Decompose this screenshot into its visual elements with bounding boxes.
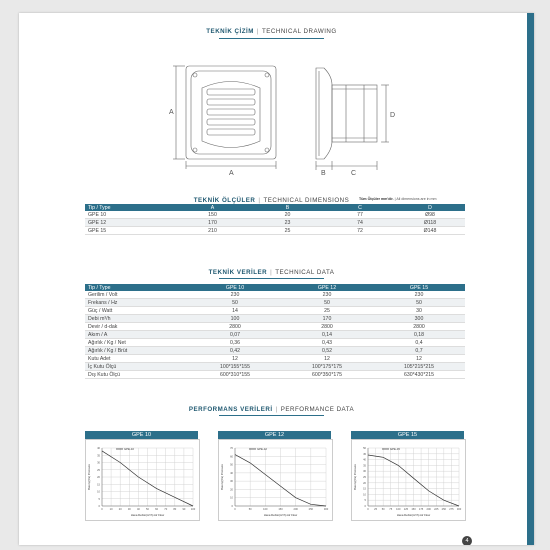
y-tick-label: 50 xyxy=(363,447,366,450)
dim-cell: Ø148 xyxy=(395,227,465,235)
tech-cell: 230 xyxy=(373,291,465,299)
tech-row xyxy=(85,347,465,355)
perf-chart-title: GPE 12 xyxy=(218,431,331,439)
tech-cell: 50 xyxy=(281,299,373,307)
y-axis-label: Basınç(Pa) Pressure xyxy=(353,464,357,490)
x-tick-label: 250 xyxy=(308,508,313,511)
dim-cell: 20 xyxy=(250,211,325,219)
y-tick-label: 30 xyxy=(363,470,366,474)
y-tick-label: 0 xyxy=(364,505,366,508)
tech-row xyxy=(85,363,465,371)
tech-cell: 25 xyxy=(281,307,373,315)
y-tick-label: 0 xyxy=(231,505,233,508)
dim-header-0: Tip / Type xyxy=(85,204,175,211)
tech-cell: 170 xyxy=(281,315,373,323)
y-tick-label: 20 xyxy=(230,488,233,492)
dimensions-title: TEKNİK ÖLÇÜLER | TECHNICAL DIMENSIONS xyxy=(193,197,350,204)
x-axis-label: Hava Debisi(m³/h) Air Flow xyxy=(396,513,431,517)
tech-cell: 100*155*155 xyxy=(189,363,281,371)
dimensions-table xyxy=(85,204,465,235)
technical-rule xyxy=(219,278,324,279)
dim-header-2: B xyxy=(250,204,325,211)
dim-cell: 72 xyxy=(325,227,395,235)
y-tick-label: 30 xyxy=(230,480,233,484)
y-tick-label: 35 xyxy=(363,464,366,468)
technical-table xyxy=(85,284,465,379)
tech-cell: Gerilim / Volt xyxy=(85,291,189,299)
tech-cell: 230 xyxy=(281,291,373,299)
dim-cell: 210 xyxy=(175,227,250,235)
y-tick-label: 70 xyxy=(230,447,233,450)
y-tick-label: 5 xyxy=(364,499,366,503)
tech-cell: 600*310*155 xyxy=(189,371,281,379)
x-tick-label: 75 xyxy=(389,508,393,511)
tech-cell: 2800 xyxy=(373,323,465,331)
y-axis-label: Basınç(Pa) Pressure xyxy=(87,464,91,490)
tech-cell: Ağırlık / Kg / Net xyxy=(85,339,189,347)
y-tick-label: 40 xyxy=(363,458,366,462)
tech-header-2: GPE 12 xyxy=(281,284,373,291)
y-tick-label: 40 xyxy=(230,471,233,475)
x-tick-label: 200 xyxy=(293,508,298,511)
dim-label-b: B xyxy=(321,170,326,177)
tech-cell: 0,43 xyxy=(281,339,373,347)
tech-cell: Dış Kutu Ölçü xyxy=(85,371,189,379)
perf-chart xyxy=(351,439,466,521)
tech-cell: Frekans / Hz xyxy=(85,299,189,307)
dim-cell: 23 xyxy=(250,219,325,227)
y-tick-label: 60 xyxy=(230,455,233,459)
front-view xyxy=(173,66,276,169)
tech-row xyxy=(85,323,465,331)
tech-cell: 0,14 xyxy=(281,331,373,339)
tech-cell: 105*215*215 xyxy=(373,363,465,371)
x-tick-label: 200 xyxy=(426,508,431,511)
tech-row xyxy=(85,331,465,339)
tech-cell: 600*350*175 xyxy=(281,371,373,379)
tech-cell: 50 xyxy=(189,299,281,307)
tech-cell: 12 xyxy=(373,355,465,363)
perf-chart-title: GPE 10 xyxy=(85,431,198,439)
technical-title: TEKNİK VERİLER | TECHNICAL DATA xyxy=(208,269,335,276)
x-tick-label: 40 xyxy=(136,508,140,511)
dim-cell: Ø118 xyxy=(395,219,465,227)
tech-cell: Güç / Watt xyxy=(85,307,189,315)
tech-header-3: GPE 15 xyxy=(373,284,465,291)
drawing-title: TEKNİK ÇİZİM | TECHNICAL DRAWING xyxy=(206,28,337,35)
perf-chart xyxy=(218,439,333,521)
tech-cell: 300 xyxy=(373,315,465,323)
tech-cell: 2800 xyxy=(281,323,373,331)
perf-chart xyxy=(85,439,200,521)
x-axis-label: Hava Debisi(m³/h) Air Flow xyxy=(263,513,298,517)
x-tick-label: 80 xyxy=(173,508,177,511)
tech-cell: 0,36 xyxy=(189,339,281,347)
dim-cell: 150 xyxy=(175,211,250,219)
x-tick-label: 50 xyxy=(146,508,149,511)
catalog-page xyxy=(19,13,534,545)
performance-rule xyxy=(219,415,324,416)
x-tick-label: 300 xyxy=(456,508,462,511)
x-tick-label: 90 xyxy=(182,508,186,511)
y-tick-label: 20 xyxy=(363,481,366,485)
dim-cell: 25 xyxy=(250,227,325,235)
x-tick-label: 20 xyxy=(118,508,122,511)
tech-cell: 100 xyxy=(189,315,281,323)
legend-label: GPE-10 xyxy=(124,447,134,451)
dim-label-c: C xyxy=(351,170,357,177)
tech-cell: 100*175*175 xyxy=(281,363,373,371)
y-tick-label: 15 xyxy=(97,483,100,487)
tech-cell: 0,42 xyxy=(189,347,281,355)
legend-label: GPE-15 xyxy=(390,447,400,451)
x-tick-label: 275 xyxy=(449,508,454,511)
dim-cell: GPE 12 xyxy=(85,219,175,227)
tech-cell: 0,4 xyxy=(373,339,465,347)
tech-cell: Debi m³/h xyxy=(85,315,189,323)
tech-cell: Ağırlık / Kg / Brüt xyxy=(85,347,189,355)
tech-row xyxy=(85,307,465,315)
y-tick-label: 10 xyxy=(230,496,233,500)
x-tick-label: 25 xyxy=(374,508,378,511)
y-tick-label: 50 xyxy=(230,463,233,467)
tech-header-0: Tip / Type xyxy=(85,284,189,291)
x-tick-label: 0 xyxy=(367,508,369,511)
dim-row xyxy=(85,219,465,227)
tech-header-1: GPE 10 xyxy=(189,284,281,291)
perf-chart-svg xyxy=(352,440,465,520)
x-tick-label: 100 xyxy=(263,508,268,511)
tech-cell: 2800 xyxy=(189,323,281,331)
tech-row xyxy=(85,315,465,323)
tech-cell: 14 xyxy=(189,307,281,315)
x-tick-label: 225 xyxy=(434,508,439,511)
tech-cell: 630*430*215 xyxy=(373,371,465,379)
tech-row xyxy=(85,371,465,379)
tech-row xyxy=(85,339,465,347)
dim-row xyxy=(85,211,465,219)
tech-cell: Akım / A xyxy=(85,331,189,339)
tech-cell: 230 xyxy=(189,291,281,299)
x-tick-label: 70 xyxy=(164,508,168,511)
x-tick-label: 100 xyxy=(396,508,401,511)
legend-label: GPE-12 xyxy=(257,447,267,451)
x-tick-label: 0 xyxy=(101,508,103,511)
x-tick-label: 100 xyxy=(190,508,196,511)
y-tick-label: 20 xyxy=(97,476,100,479)
dimensions-note: Tüm Ölçüler mm'dir. | All dimensions are in mm xyxy=(359,197,437,201)
performance-title: PERFORMANS VERİLERİ | PERFORMANCE DATA xyxy=(188,406,355,413)
dim-row xyxy=(85,227,465,235)
tech-cell: 0,52 xyxy=(281,347,373,355)
dim-header-3: C xyxy=(325,204,395,211)
tech-cell: Devir / d-dak xyxy=(85,323,189,331)
y-tick-label: 0 xyxy=(98,505,100,508)
x-tick-label: 30 xyxy=(127,508,131,511)
dim-cell: GPE 10 xyxy=(85,211,175,219)
y-tick-label: 40 xyxy=(97,447,100,450)
x-tick-label: 150 xyxy=(411,508,416,511)
perf-chart-svg xyxy=(219,440,332,520)
x-tick-label: 0 xyxy=(234,508,236,511)
y-tick-label: 10 xyxy=(97,490,100,494)
tech-row xyxy=(85,355,465,363)
x-tick-label: 125 xyxy=(403,508,409,511)
tech-cell: 12 xyxy=(281,355,373,363)
dim-cell: GPE 15 xyxy=(85,227,175,235)
tech-cell: 0,18 xyxy=(373,331,465,339)
dim-label-a-vertical: A xyxy=(169,109,174,116)
dim-cell: 170 xyxy=(175,219,250,227)
x-tick-label: 50 xyxy=(381,508,385,511)
y-tick-label: 35 xyxy=(97,454,100,458)
tech-cell: 50 xyxy=(373,299,465,307)
dim-label-d: D xyxy=(390,112,396,119)
page-number: 4 xyxy=(462,536,472,545)
x-axis-label: Hava Debisi(m³/h) Air Flow xyxy=(130,513,165,517)
x-tick-label: 250 xyxy=(441,508,446,511)
y-tick-label: 5 xyxy=(98,497,100,501)
y-axis-label: Basınç(Pa) Pressure xyxy=(220,464,224,490)
y-tick-label: 45 xyxy=(363,452,366,456)
tech-cell: 0,7 xyxy=(373,347,465,355)
tech-cell: İç Kutu Ölçü xyxy=(85,363,189,371)
y-tick-label: 25 xyxy=(97,468,100,472)
y-tick-label: 30 xyxy=(97,461,100,465)
x-tick-label: 150 xyxy=(278,508,283,511)
x-tick-label: 300 xyxy=(323,508,329,511)
tech-row xyxy=(85,299,465,307)
x-tick-label: 50 xyxy=(248,508,252,511)
tech-cell: Kutu Adet xyxy=(85,355,189,363)
y-tick-label: 25 xyxy=(363,476,366,479)
dim-label-a: A xyxy=(229,170,234,177)
side-view xyxy=(316,68,389,170)
perf-chart-svg xyxy=(86,440,199,520)
y-tick-label: 10 xyxy=(363,493,366,497)
tech-row xyxy=(85,291,465,299)
y-tick-label: 15 xyxy=(363,487,366,491)
dim-cell: 77 xyxy=(325,211,395,219)
dim-header-1: A xyxy=(175,204,250,211)
x-tick-label: 10 xyxy=(109,508,113,511)
x-tick-label: 60 xyxy=(155,508,159,511)
tech-cell: 12 xyxy=(189,355,281,363)
dim-cell: Ø98 xyxy=(395,211,465,219)
dim-header-4: D xyxy=(395,204,465,211)
technical-drawing xyxy=(19,13,534,203)
tech-cell: 30 xyxy=(373,307,465,315)
dim-cell: 74 xyxy=(325,219,395,227)
perf-chart-title: GPE 15 xyxy=(351,431,464,439)
tech-cell: 0,07 xyxy=(189,331,281,339)
x-tick-label: 175 xyxy=(418,508,424,511)
